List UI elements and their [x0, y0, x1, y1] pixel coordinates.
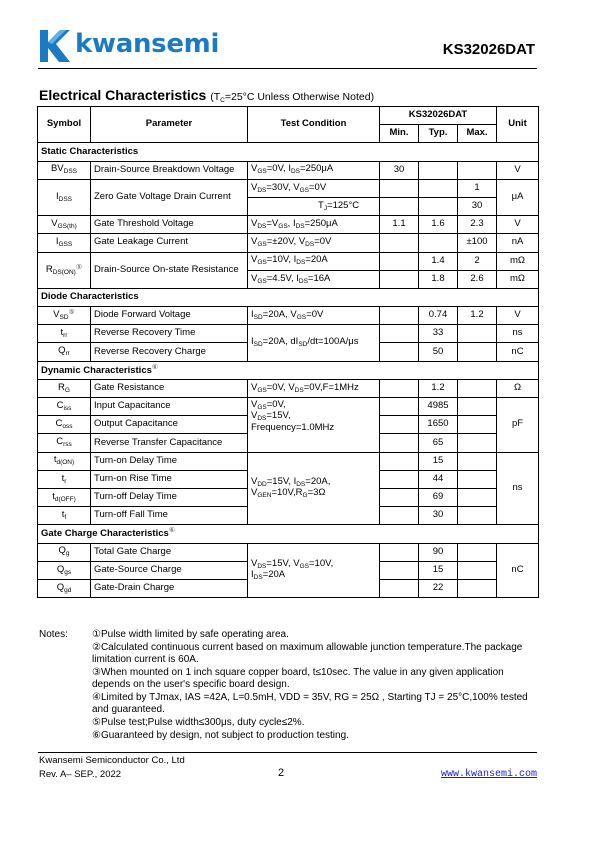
table-row	[38, 234, 539, 252]
table-row	[38, 543, 539, 561]
section-static: Static Characteristics	[38, 143, 539, 161]
header-divider	[38, 68, 537, 69]
min-cell	[380, 561, 419, 579]
electrical-characteristics-table	[37, 106, 539, 598]
min-cell: 30	[380, 161, 419, 179]
symbol-vgsth: $V_{GS(th)}$	[38, 216, 91, 234]
revision-date: Rev. A– SEP., 2022	[39, 769, 122, 780]
max-cell	[458, 543, 497, 561]
typ-cell: 30	[419, 507, 458, 525]
max-cell: 1.2	[458, 307, 497, 325]
typ-cell: 1.8	[419, 270, 458, 288]
note-item: ④Limited by TJmax, IAS =42A, L=0.5mH, VDD = 35V, RG = 25Ω , Starting TJ = 25°C,100% tested and guaranteed.	[92, 691, 528, 716]
symbol-tdoff: $t_{d(OFF)}$	[38, 488, 91, 506]
symbol-igss: $I_{GSS}$	[38, 234, 91, 252]
max-cell: 2.6	[458, 270, 497, 288]
unit-cell: ns	[497, 325, 539, 343]
typ-cell: 33	[419, 325, 458, 343]
min-cell	[380, 507, 419, 525]
note-item: ⑤Pulse test;Pulse width≤300μs, duty cycle≤2%.	[92, 717, 305, 729]
symbol-qrr: $Q_{rr}$	[38, 343, 91, 361]
title-main: Electrical Characteristics	[39, 87, 207, 103]
max-cell	[458, 579, 497, 597]
min-cell	[380, 452, 419, 470]
unit-cell: ns	[497, 452, 539, 525]
min-cell: 1.1	[380, 216, 419, 234]
min-cell	[380, 398, 419, 416]
footer-divider	[38, 752, 537, 753]
typ-cell: 65	[419, 434, 458, 452]
min-cell	[380, 270, 419, 288]
max-cell	[458, 507, 497, 525]
notes-list	[92, 629, 537, 742]
symbol-qg: $Q_g$	[38, 543, 91, 561]
typ-cell: 4985	[419, 398, 458, 416]
symbol-crss: $C_{rss}$	[38, 434, 91, 452]
typ-cell: 1650	[419, 416, 458, 434]
param-cell: Gate Resistance	[91, 379, 248, 397]
table-row	[38, 161, 539, 179]
symbol-tdon: $t_{d(ON)}$	[38, 452, 91, 470]
note-item: ②Calculated continuous current based on maximum allowable junction temperature.The package limitation current is 60A.	[92, 641, 523, 666]
unit-cell: nA	[497, 234, 539, 252]
condition-cell: $I_{SD}=20A$, $dI_{SD}/dt=100A/\mu s$	[248, 325, 380, 361]
max-cell	[458, 434, 497, 452]
max-cell	[458, 343, 497, 361]
param-cell: Reverse Recovery Charge	[91, 343, 248, 361]
max-cell: ±100	[458, 234, 497, 252]
page-title	[39, 87, 374, 104]
param-cell: Turn-on Rise Time	[91, 470, 248, 488]
min-cell	[380, 307, 419, 325]
typ-cell: 90	[419, 543, 458, 561]
unit-cell: mΩ	[497, 270, 539, 288]
note-item: ③When mounted on 1 inch square copper board, t≤10sec. The value in any given application depends on the user's specific board design.	[92, 666, 504, 691]
max-cell	[458, 416, 497, 434]
param-cell: Gate-Drain Charge	[91, 579, 248, 597]
min-cell	[380, 325, 419, 343]
symbol-qgs: $Q_{gs}$	[38, 561, 91, 579]
note-item: ⑥Guaranteed by design, not subject to production testing.	[92, 729, 349, 741]
condition-cell: $V_{GS}=0V$, $V_{DS}=15V$, Frequency=1.0MHz	[248, 398, 380, 453]
param-cell: Diode Forward Voltage	[91, 307, 248, 325]
kwansemi-logo-icon	[38, 28, 72, 64]
col-typ: Typ.	[419, 125, 458, 143]
max-cell	[458, 379, 497, 397]
param-cell: Gate Leakage Current	[91, 234, 248, 252]
min-cell	[380, 488, 419, 506]
condition-cell: $I_{SD}=20A$, $V_{GS}=0V$	[248, 307, 380, 325]
col-symbol: Symbol	[38, 107, 91, 143]
min-cell	[380, 470, 419, 488]
min-cell	[380, 416, 419, 434]
col-unit: Unit	[497, 107, 539, 143]
unit-cell: nC	[497, 343, 539, 361]
min-cell	[380, 434, 419, 452]
typ-cell	[419, 179, 458, 197]
note-item: ①Pulse width limited by safe operating area.	[92, 629, 289, 640]
max-cell: 30	[458, 197, 497, 215]
param-cell: Gate Threshold Voltage	[91, 216, 248, 234]
unit-cell: nC	[497, 543, 539, 598]
col-test-condition: Test Condition	[248, 107, 380, 143]
min-cell	[380, 234, 419, 252]
typ-cell: 50	[419, 343, 458, 361]
title-condition: ($T_C=25^\circ C$ Unless Otherwise Noted)	[210, 91, 375, 104]
website-link[interactable]: www.kwansemi.com	[440, 769, 537, 780]
param-cell: Output Capacitance	[91, 416, 248, 434]
condition-cell: $V_{DD}=15V$, $I_{DS}=20A$, $V_{GEN}=10V,R_G=3\Omega$	[248, 452, 380, 525]
symbol-coss: $C_{oss}$	[38, 416, 91, 434]
max-cell	[458, 325, 497, 343]
min-cell	[380, 379, 419, 397]
param-cell: Total Gate Charge	[91, 543, 248, 561]
typ-cell	[419, 234, 458, 252]
table-row	[38, 179, 539, 197]
col-parameter: Parameter	[91, 107, 248, 143]
unit-cell: Ω	[497, 379, 539, 397]
max-cell: 2.3	[458, 216, 497, 234]
max-cell: 1	[458, 179, 497, 197]
typ-cell	[419, 161, 458, 179]
typ-cell: 15	[419, 561, 458, 579]
table-row	[38, 252, 539, 270]
param-cell: Turn-off Delay Time	[91, 488, 248, 506]
symbol-bvdss: $BV_{DSS}$	[38, 161, 91, 179]
part-number-header: KS32026DAT	[442, 41, 535, 58]
company-logo	[38, 28, 220, 66]
param-cell: Reverse Recovery Time	[91, 325, 248, 343]
section-gate-charge: Gate Charge Characteristics⑥	[38, 525, 539, 543]
typ-cell: 1.2	[419, 379, 458, 397]
max-cell	[458, 452, 497, 470]
min-cell	[380, 343, 419, 361]
symbol-trr: $t_{rr}$	[38, 325, 91, 343]
param-cell: Reverse Transfer Capacitance	[91, 434, 248, 452]
param-cell: Drain-Source On-state Resistance	[91, 252, 248, 288]
unit-cell: μA	[497, 179, 539, 215]
notes-label: Notes:	[39, 629, 68, 640]
section-dynamic-label: Dynamic Characteristics	[41, 364, 152, 376]
table-row	[38, 452, 539, 470]
max-cell	[458, 561, 497, 579]
col-max: Max.	[458, 125, 497, 143]
section-dynamic: Dynamic Characteristics⑥	[38, 361, 539, 379]
table-row	[38, 325, 539, 343]
unit-cell: V	[497, 161, 539, 179]
symbol-tr: $t_r$	[38, 470, 91, 488]
min-cell	[380, 252, 419, 270]
min-cell	[380, 197, 419, 215]
typ-cell: 15	[419, 452, 458, 470]
table-row	[38, 398, 539, 416]
condition-cell: $V_{DS}=30V$, $V_{GS}=0V$	[248, 179, 380, 197]
param-cell: Drain-Source Breakdown Voltage	[91, 161, 248, 179]
brand-name: kwansemi	[75, 29, 220, 59]
col-part-number: KS32026DAT	[380, 107, 497, 125]
param-cell: Turn-on Delay Time	[91, 452, 248, 470]
section-diode: Diode Characteristics	[38, 288, 539, 306]
min-cell	[380, 543, 419, 561]
condition-cell: $V_{GS}=4.5V$, $I_{DS}=16A$	[248, 270, 380, 288]
param-cell: Turn-off Fall Time	[91, 507, 248, 525]
max-cell: 2	[458, 252, 497, 270]
condition-cell: $V_{DS}=V_{GS}$, $I_{DS}=250\mu A$	[248, 216, 380, 234]
condition-cell: $V_{GS}=10V$, $I_{DS}=20A$	[248, 252, 380, 270]
typ-cell: 22	[419, 579, 458, 597]
param-cell: Zero Gate Voltage Drain Current	[91, 179, 248, 215]
condition-cell: $V_{GS}=\pm 20V$, $V_{DS}=0V$	[248, 234, 380, 252]
max-cell	[458, 470, 497, 488]
col-min: Min.	[380, 125, 419, 143]
symbol-rg: $R_G$	[38, 379, 91, 397]
symbol-rdson: $R_{DS(ON)}^⑤$	[38, 252, 91, 288]
typ-cell: 44	[419, 470, 458, 488]
symbol-tf: $t_f$	[38, 507, 91, 525]
typ-cell	[419, 197, 458, 215]
unit-cell: mΩ	[497, 252, 539, 270]
page-number: 2	[278, 767, 285, 779]
symbol-qgd: $Q_{gd}$	[38, 579, 91, 597]
unit-cell: V	[497, 216, 539, 234]
symbol-idss: $I_{DSS}$	[38, 179, 91, 215]
unit-cell: V	[497, 307, 539, 325]
table-row	[38, 216, 539, 234]
condition-cell: $V_{GS}=0V$, $I_{DS}=250\mu A$	[248, 161, 380, 179]
company-name: Kwansemi Semiconductor Co., Ltd	[39, 755, 185, 766]
min-cell	[380, 179, 419, 197]
table-row	[38, 379, 539, 397]
param-cell: Gate-Source Charge	[91, 561, 248, 579]
typ-cell: 0.74	[419, 307, 458, 325]
max-cell	[458, 398, 497, 416]
min-cell	[380, 579, 419, 597]
max-cell	[458, 488, 497, 506]
symbol-vsd: $V_{SD}^⑤$	[38, 307, 91, 325]
typ-cell: 1.4	[419, 252, 458, 270]
table-row	[38, 307, 539, 325]
max-cell	[458, 161, 497, 179]
typ-cell: 69	[419, 488, 458, 506]
condition-cell: $V_{GS}=0V$, $V_{DS}=0V,F=1MHz$	[248, 379, 380, 397]
param-cell: Input Capacitance	[91, 398, 248, 416]
condition-cell: $T_J=125^\circ C$	[248, 197, 380, 215]
typ-cell: 1.6	[419, 216, 458, 234]
unit-cell: pF	[497, 398, 539, 453]
condition-cell: $V_{DS}=15V$, $V_{GS}=10V$, $I_{DS}=20A$	[248, 543, 380, 598]
symbol-ciss: $C_{iss}$	[38, 398, 91, 416]
section-gate-charge-label: Gate Charge Characteristics	[41, 528, 169, 540]
